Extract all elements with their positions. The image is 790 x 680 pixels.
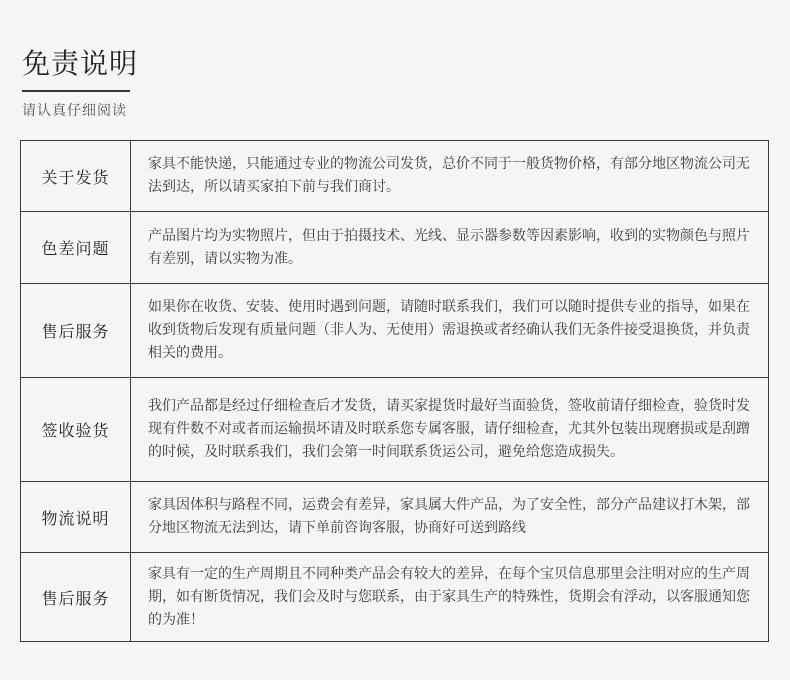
table-row — [21, 378, 769, 482]
row-content-shipping: 家具不能快递，只能通过专业的物流公司发货，总价不同于一般货物价格，有部分地区物流公司无法到达，所以请买家拍下前与我们商讨。 — [131, 141, 769, 212]
table-row — [21, 284, 769, 378]
row-label-color-difference: 色差问题 — [21, 212, 131, 284]
table-row — [21, 141, 769, 212]
page-header — [22, 44, 138, 120]
table-row — [21, 212, 769, 284]
row-label-after-sales: 售后服务 — [21, 284, 131, 378]
disclaimer-table — [20, 140, 769, 642]
row-content-color-difference: 产品图片均为实物照片，但由于拍摄技术、光线、显示器参数等因素影响，收到的实物颜色与照片有差别，请以实物为准。 — [131, 212, 769, 284]
row-label-after-sales-2: 售后服务 — [21, 553, 131, 642]
row-content-after-sales: 如果你在收货、安装、使用时遇到问题，请随时联系我们，我们可以随时提供专业的指导，如果在收到货物后发现有质量问题（非人为、无使用）需退换或者经确认我们无条件接受退换货，并负责相关的费用。 — [131, 284, 769, 378]
row-label-delivery-inspection: 签收验货 — [21, 378, 131, 482]
table-row — [21, 482, 769, 553]
row-label-shipping: 关于发货 — [21, 141, 131, 212]
page-subtitle: 请认真仔细阅读 — [22, 103, 127, 119]
row-label-logistics: 物流说明 — [21, 482, 131, 553]
page-title: 免责说明 — [22, 47, 139, 80]
title-underline — [22, 90, 130, 92]
table-row — [21, 553, 769, 642]
row-content-logistics: 家具因体积与路程不同，运费会有差异，家具属大件产品，为了安全性，部分产品建议打木架，部分地区物流无法到达，请下单前咨询客服，协商好可送到路线 — [131, 482, 769, 553]
row-content-delivery-inspection: 我们产品都是经过仔细检查后才发货，请买家提货时最好当面验货，签收前请仔细检查，验货时发现有件数不对或者而运输损坏请及时联系您专属客服，请仔细检查，尤其外包装出现磨损或是刮蹭的时候，及时联系我们，我们会第一时间联系货运公司，避免给您造成损失。 — [131, 378, 769, 482]
row-content-after-sales-2: 家具有一定的生产周期且不同种类产品会有较大的差异，在每个宝贝信息那里会注明对应的生产周期，如有断货情况，我们会及时与您联系，由于家具生产的特殊性，货期会有浮动，以客服通知您的为准！ — [131, 553, 769, 642]
